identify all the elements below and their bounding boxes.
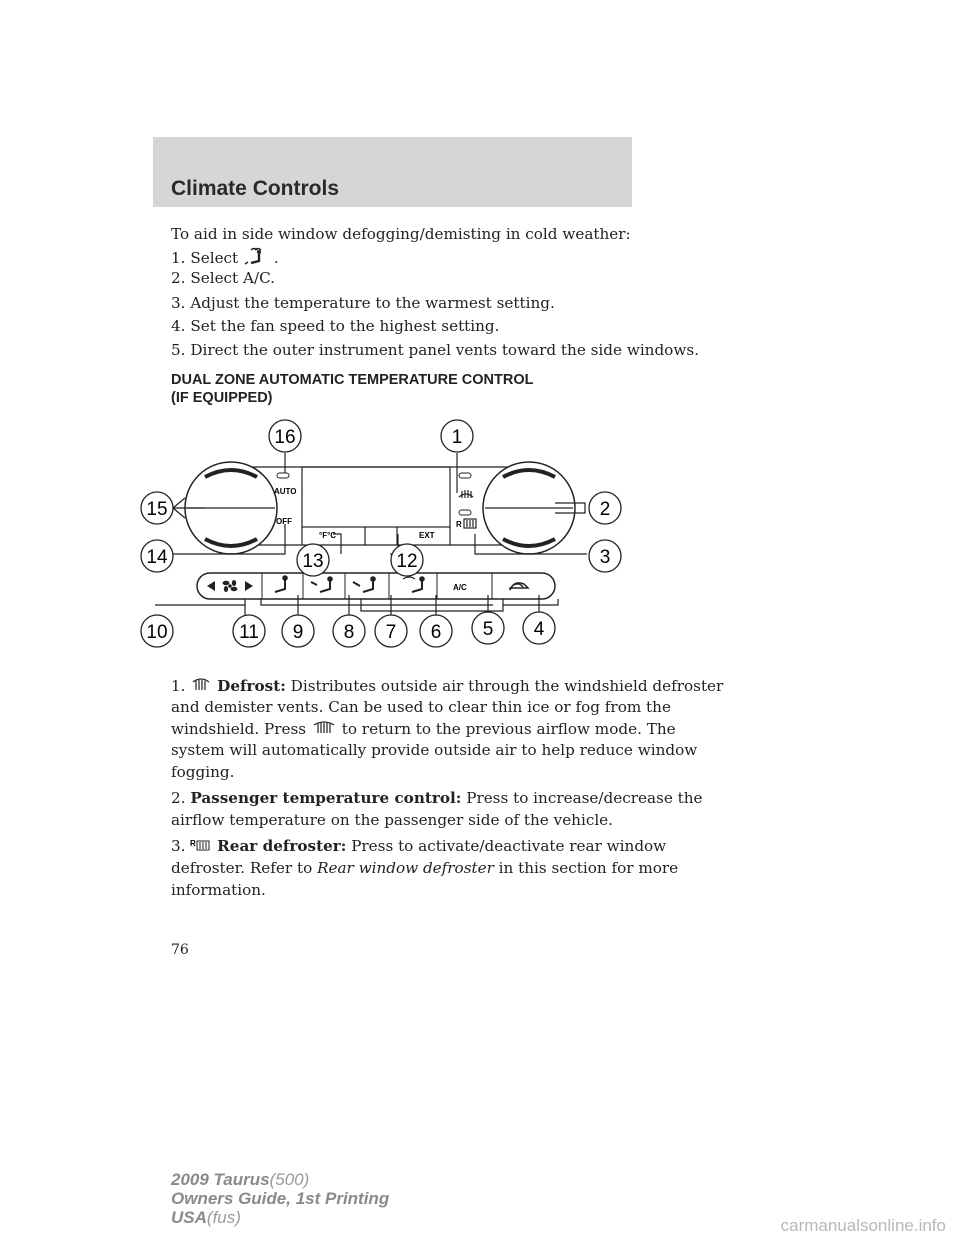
svg-text:15: 15 [146, 499, 168, 520]
callout-5 [472, 612, 504, 644]
section-heading [171, 371, 534, 407]
item-2-line-b: airflow temperature on the passenger side of the vehicle. [171, 811, 614, 829]
svg-text:8: 8 [343, 622, 355, 643]
callout-8 [333, 615, 365, 647]
item-1-line-d: system will automatically provide outside air to help reduce window [171, 741, 698, 759]
item-1-line-c [171, 719, 676, 741]
auto-label: AUTO [274, 487, 297, 496]
callout-14 [141, 540, 173, 572]
callout-3 [589, 540, 621, 572]
footer-line-3 [171, 1208, 389, 1227]
step-1-text: 1. Select [171, 249, 239, 267]
svg-text:4: 4 [533, 619, 545, 640]
footer-market-code: (fus) [206, 1208, 241, 1227]
svg-text:3: 3 [599, 547, 611, 568]
page-title: Climate Controls [171, 177, 340, 200]
svg-text:13: 13 [302, 551, 324, 572]
svg-text:1: 1 [451, 427, 463, 448]
footer-market: USA [171, 1208, 207, 1227]
svg-text:R: R [190, 838, 197, 848]
units-label: °F°C [319, 531, 337, 540]
section-heading-line1: DUAL ZONE AUTOMATIC TEMPERATURE CONTROL [171, 372, 534, 388]
footer-line-1 [171, 1170, 389, 1189]
item-3-line-b [171, 858, 678, 879]
item-3-text: Press to activate/deactivate rear window [351, 837, 667, 855]
item-2-term: Passenger temperature control: [190, 789, 462, 807]
section-heading-line2: (IF EQUIPPED) [171, 390, 273, 406]
auto-indicator [277, 473, 289, 478]
svg-text:10: 10 [146, 622, 168, 643]
callout-1 [441, 420, 473, 452]
item-2-text: Press to increase/decrease the [466, 789, 703, 807]
step-5: 5. Direct the outer instrument panel vents toward the side windows. [171, 341, 699, 359]
item-1-term: Defrost: [217, 677, 286, 695]
step-1-period: . [273, 249, 279, 267]
item-3-text-post: in this section for more [498, 859, 679, 877]
item-1-text: Distributes outside air through the windshield defroster [290, 677, 724, 695]
step-3: 3. Adjust the temperature to the warmest setting. [171, 294, 555, 312]
print-footer [171, 1170, 389, 1227]
svg-text:12: 12 [396, 551, 418, 572]
item-1-line-e: fogging. [171, 763, 235, 781]
item-3-term: Rear defroster: [217, 837, 347, 855]
svg-text:16: 16 [274, 427, 296, 448]
callout-16 [269, 420, 301, 452]
item-1-text-pre: windshield. Press [171, 720, 307, 738]
step-2: 2. Select A/C. [171, 269, 275, 287]
callout-2 [589, 492, 621, 524]
callout-13 [297, 544, 329, 576]
callout-15 [141, 492, 173, 524]
svg-text:6: 6 [430, 622, 442, 643]
svg-text:9: 9 [292, 622, 304, 643]
step-4: 4. Set the fan speed to the highest setting. [171, 317, 500, 335]
passenger-temperature-knob [483, 462, 575, 554]
defrost-icon [190, 676, 212, 698]
item-2-line-a [171, 788, 703, 809]
footer-model-code: (500) [269, 1170, 310, 1189]
page-number: 76 [171, 942, 189, 958]
item-1-number: 1. [171, 677, 186, 695]
item-3-line-a [171, 836, 666, 858]
rear-defrost-icon [190, 837, 212, 858]
intro-lead: To aid in side window defogging/demisting in cold weather: [171, 225, 631, 243]
footer-line-2: Owners Guide, 1st Printing [171, 1189, 390, 1208]
rear-label: R [456, 520, 462, 529]
ext-label: EXT [419, 531, 435, 540]
item-3-number: 3. [171, 837, 186, 855]
defrost-icon [459, 490, 473, 498]
ac-label: A/C [453, 583, 467, 592]
defrost-indicator [459, 473, 471, 478]
footer-model: 2009 Taurus [171, 1170, 270, 1189]
item-3-line-c: information. [171, 881, 266, 899]
callout-9 [282, 615, 314, 647]
off-label: OFF [276, 517, 292, 526]
callout-7 [375, 615, 407, 647]
item-2-number: 2. [171, 789, 186, 807]
section-header-band [153, 137, 632, 207]
svg-text:14: 14 [146, 547, 168, 568]
defrost-icon [311, 719, 337, 741]
watermark: carmanualsonline.info [780, 1216, 946, 1235]
climate-control-diagram [135, 415, 635, 650]
rear-window-defroster-reference: Rear window defroster [317, 859, 494, 877]
svg-text:7: 7 [385, 622, 397, 643]
item-1-line-a [171, 676, 723, 698]
svg-text:11: 11 [239, 622, 259, 643]
svg-text:2: 2 [599, 499, 611, 520]
rear-defrost-indicator [459, 510, 471, 515]
item-3-text-pre: defroster. Refer to [171, 859, 313, 877]
item-1-line-b: and demister vents. Can be used to clear thin ice or fog from the [171, 698, 671, 716]
callout-10 [141, 615, 173, 647]
callout-12 [391, 544, 423, 576]
item-1-text-post: to return to the previous airflow mode. The [341, 720, 676, 738]
callout-6 [420, 615, 452, 647]
callout-4 [523, 612, 555, 644]
svg-text:5: 5 [482, 619, 494, 640]
rear-defrost-icon [464, 519, 476, 528]
callout-11 [233, 615, 265, 647]
